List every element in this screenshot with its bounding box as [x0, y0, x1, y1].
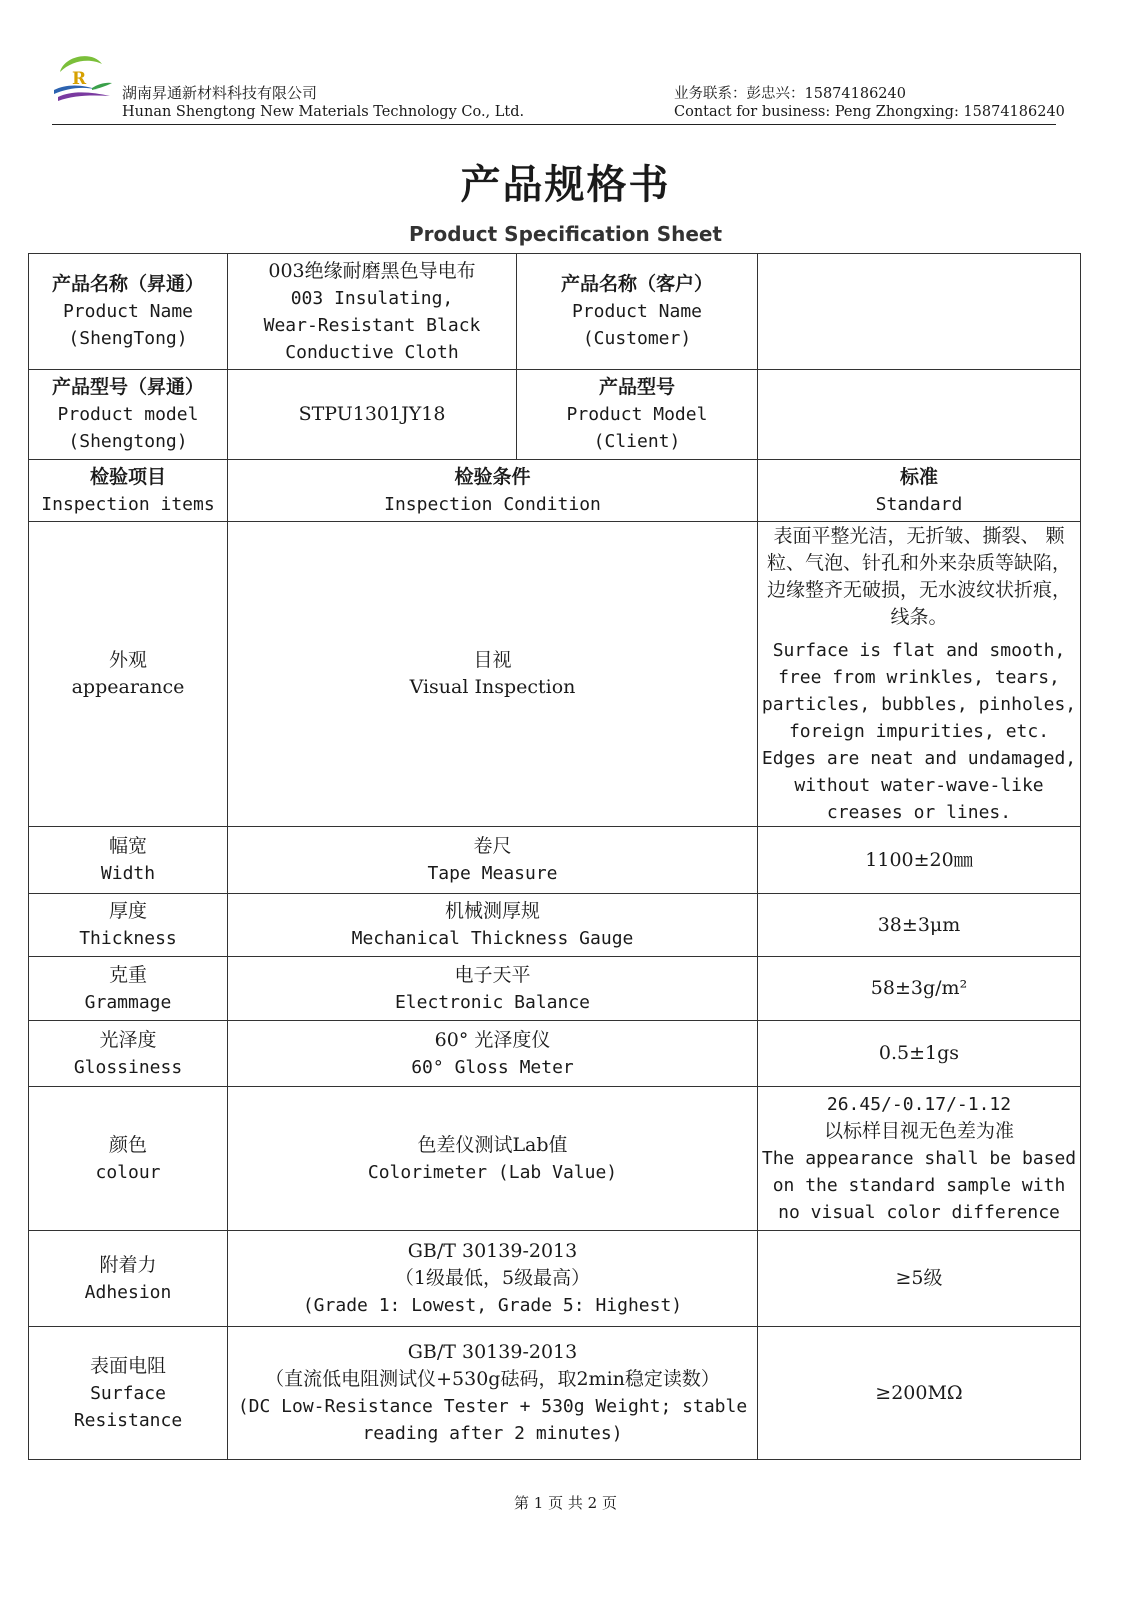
shengtong-logo-icon [52, 50, 114, 106]
col-header-item: 检验项目 Inspection items [29, 460, 228, 522]
page-subtitle: Product Specification Sheet [408, 222, 723, 246]
item-thickness: 厚度 Thickness [29, 894, 228, 957]
table-row [29, 1021, 1081, 1087]
product-model-row [29, 370, 1081, 460]
col-header-standard: 标准 Standard [758, 460, 1081, 522]
company-name-cn: 湖南昇通新材料科技有限公司 [122, 84, 318, 102]
standard-surface-resistance: ≥200MΩ [758, 1327, 1081, 1460]
item-glossiness: 光泽度 Glossiness [29, 1021, 228, 1087]
product-name-label: 产品名称（昇通） Product Name (ShengTong) [29, 254, 228, 370]
standard-colour: 26.45/-0.17/-1.12 以标样目视无色差为准 The appearance shall be based on the standard sample with no visual color difference [758, 1087, 1081, 1231]
standard-glossiness: 0.5±1gs [758, 1021, 1081, 1087]
condition-grammage: 电子天平 Electronic Balance [228, 957, 758, 1021]
condition-colour: 色差仪测试Lab值 Colorimeter (Lab Value) [228, 1087, 758, 1231]
standard-adhesion: ≥5级 [758, 1231, 1081, 1327]
page-number: 第 1 页 共 2 页 [514, 1494, 617, 1512]
header-divider [52, 124, 1056, 125]
spec-table [28, 253, 1081, 1460]
item-adhesion: 附着力 Adhesion [29, 1231, 228, 1327]
item-width: 幅宽 Width [29, 827, 228, 894]
condition-thickness: 机械测厚规 Mechanical Thickness Gauge [228, 894, 758, 957]
table-row [29, 1327, 1081, 1460]
product-name-row [29, 254, 1081, 370]
col-header-condition: 检验条件 Inspection Condition [228, 460, 758, 522]
customer-name-label: 产品名称（客户） Product Name (Customer) [517, 254, 758, 370]
product-name-value: 003绝缘耐磨黑色导电布 003 Insulating, Wear-Resistant Black Conductive Cloth [228, 254, 517, 370]
table-row [29, 894, 1081, 957]
table-row [29, 1231, 1081, 1327]
page-title: 产品规格书 [460, 161, 671, 208]
page-header [52, 50, 1065, 128]
client-model-value [758, 370, 1081, 460]
client-model-label: 产品型号 Product Model (Client) [517, 370, 758, 460]
table-row [29, 827, 1081, 894]
standard-width: 1100±20㎜ [758, 827, 1081, 894]
condition-appearance: 目视 Visual Inspection [228, 522, 758, 827]
item-appearance: 外观 appearance [29, 522, 228, 827]
product-model-value: STPU1301JY18 [228, 370, 517, 460]
product-model-label: 产品型号（昇通） Product model (Shengtong) [29, 370, 228, 460]
column-header-row [29, 460, 1081, 522]
item-surface-resistance: 表面电阻 Surface Resistance [29, 1327, 228, 1460]
standard-appearance: 表面平整光洁，无折皱、撕裂、 颗粒、气泡、针孔和外来杂质等缺陷， 边缘整齐无破损，无水波纹状折痕，线条。 Surface is flat and smooth, free from wrinkles, tears, particles, bubbles, pinholes, foreign impurities, etc. Edges are neat and undamaged, without water-wave-like creases or lines. [758, 522, 1081, 827]
condition-width: 卷尺 Tape Measure [228, 827, 758, 894]
contact-en: Contact for business: Peng Zhongxing: 15874186240 [674, 104, 1065, 120]
table-row [29, 957, 1081, 1021]
item-grammage: 克重 Grammage [29, 957, 228, 1021]
company-name-en: Hunan Shengtong New Materials Technology Co., Ltd. [122, 104, 525, 120]
table-row [29, 1087, 1081, 1231]
standard-thickness: 38±3μm [758, 894, 1081, 957]
customer-name-value [758, 254, 1081, 370]
condition-adhesion: GB/T 30139-2013 （1级最低，5级最高） (Grade 1: Lowest, Grade 5: Highest) [228, 1231, 758, 1327]
condition-surface-resistance: GB/T 30139-2013 （直流低电阻测试仪+530g砝码，取2min稳定读数） (DC Low-Resistance Tester + 530g Weight; stable reading after 2 minutes) [228, 1327, 758, 1460]
table-row [29, 522, 1081, 827]
standard-grammage: 58±3g/m² [758, 957, 1081, 1021]
condition-glossiness: 60° 光泽度仪 60° Gloss Meter [228, 1021, 758, 1087]
item-colour: 颜色 colour [29, 1087, 228, 1231]
contact-cn: 业务联系：彭忠兴：15874186240 [674, 86, 906, 102]
svg-text:R: R [72, 69, 87, 89]
